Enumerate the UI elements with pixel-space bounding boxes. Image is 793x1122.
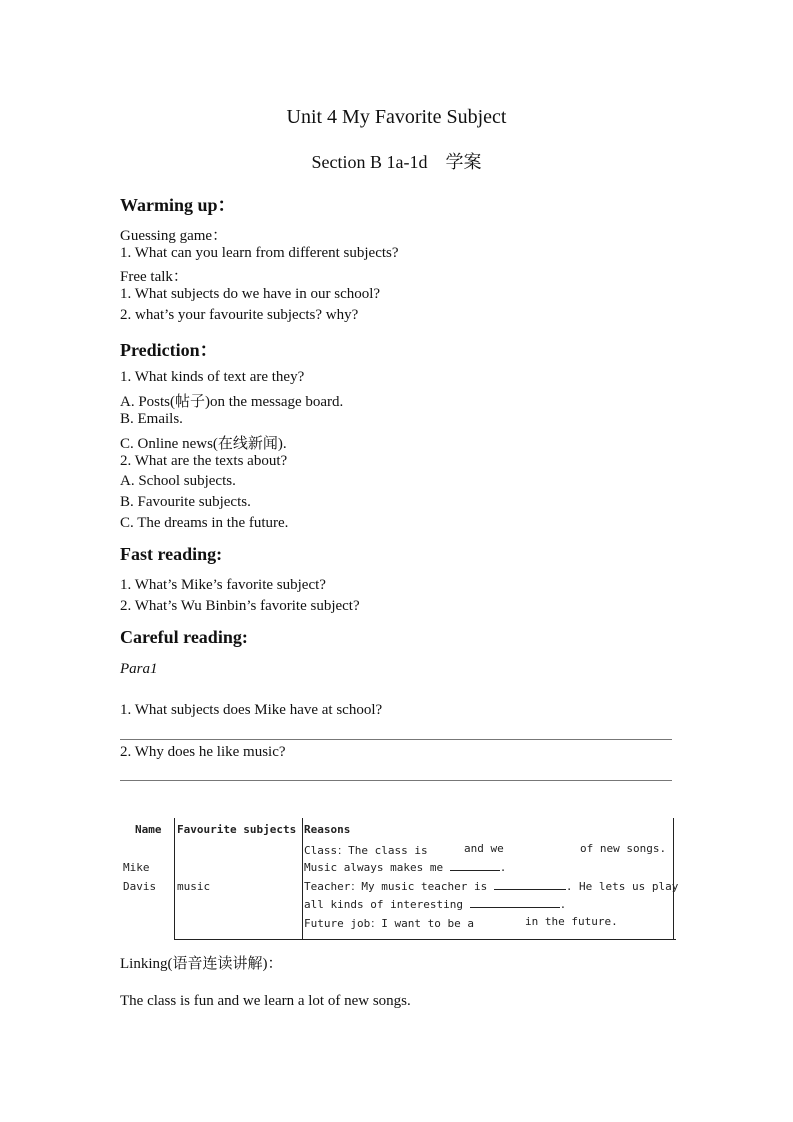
prediction-line: B. Favourite subjects. xyxy=(120,494,251,510)
reason-future-label: Future job：I want to be a xyxy=(304,917,474,930)
reason-class-end: of new songs. xyxy=(580,842,667,855)
warming-line: Guessing game： xyxy=(120,228,228,244)
fill-blank xyxy=(450,860,500,871)
prediction-line: C. The dreams in the future. xyxy=(120,515,289,531)
prediction-line: 1. What kinds of text are they? xyxy=(120,369,305,385)
prediction-line: B. Emails. xyxy=(120,411,183,427)
prediction-line: 2. What are the texts about? xyxy=(120,453,288,469)
table-name-cell: Mike xyxy=(123,861,150,874)
warming-line: Free talk： xyxy=(120,269,188,285)
page-subtitle: Section B 1a-1d 学案 xyxy=(311,152,482,172)
fill-blank xyxy=(494,879,566,890)
reason-interesting-row: all kinds of interesting . xyxy=(304,898,567,911)
table-header-subject: Favourite subjects xyxy=(177,823,297,836)
table-header-name: Name xyxy=(135,823,162,836)
warming-line: 1. What can you learn from different subjects? xyxy=(120,245,399,261)
prediction-heading: Prediction： xyxy=(120,340,218,360)
linking-sentence: The class is fun and we learn a lot of new songs. xyxy=(120,993,411,1009)
warming-line: 2. what’s your favourite subjects? why? xyxy=(120,307,359,323)
fill-blank xyxy=(470,897,560,908)
fast-reading-heading: Fast reading: xyxy=(120,544,223,564)
para-label: Para1 xyxy=(120,661,158,677)
answer-line xyxy=(120,780,672,781)
warming-line: 1. What subjects do we have in our school? xyxy=(120,286,381,302)
careful-question: 2. Why does he like music? xyxy=(120,744,286,760)
table-header-reasons: Reasons xyxy=(304,823,351,836)
reason-teacher-row xyxy=(304,878,678,894)
table-subject-cell: music xyxy=(177,880,211,893)
reason-future-end: in the future. xyxy=(525,915,618,928)
careful-reading-heading: Careful reading: xyxy=(120,627,248,647)
warming-heading: Warming up： xyxy=(120,195,236,215)
fast-reading-line: 2. What’s Wu Binbin’s favorite subject? xyxy=(120,598,360,614)
prediction-line: A. School subjects. xyxy=(120,473,236,489)
table-name-cell: Davis xyxy=(123,880,157,893)
reason-interesting-text: all kinds of interesting xyxy=(304,898,463,911)
table-bottom-rule xyxy=(175,939,676,940)
reasons-table xyxy=(120,818,679,940)
reason-teacher-text: Teacher：My music teacher is xyxy=(304,880,488,893)
page-title: Unit 4 My Favorite Subject xyxy=(286,106,507,128)
linking-heading: Linking(语音连读讲解)： xyxy=(120,956,283,972)
table-divider xyxy=(302,818,303,940)
fast-reading-line: 1. What’s Mike’s favorite subject? xyxy=(120,577,326,593)
answer-line xyxy=(120,739,672,740)
prediction-line: A. Posts(帖子)on the message board. xyxy=(120,394,344,410)
reason-teacher-end: . He lets us play xyxy=(565,880,679,893)
reason-music-row: Music always makes me . xyxy=(304,861,507,874)
careful-question: 1. What subjects does Mike have at school? xyxy=(120,702,383,718)
prediction-line: C. Online news(在线新闻). xyxy=(120,436,287,452)
reason-class-mid: and we xyxy=(464,842,504,855)
reason-class-label: Class：The class is xyxy=(304,844,428,857)
reason-music-text: Music always makes me xyxy=(304,861,444,874)
table-divider xyxy=(174,818,175,940)
